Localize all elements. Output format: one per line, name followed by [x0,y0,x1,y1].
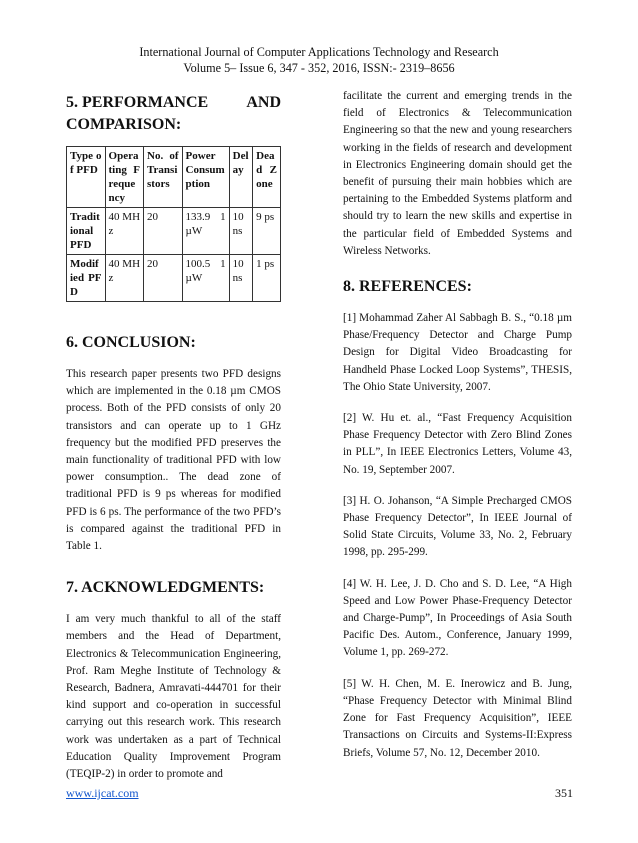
table-header-cell: Power Consumption [182,147,229,208]
table-row [67,208,281,255]
table-header-cell: Operating Frequency [105,147,144,208]
section-6-heading: 6. CONCLUSION: [66,334,196,351]
comparison-table [66,146,281,302]
left-column [66,92,281,783]
table-cell: 100.5 1 µW [182,255,229,302]
acknowledgments-paragraph: I am very much thankful to all of the staff members and the Head of Department, Electronics & Telecommunication Engineering, Prof. Ram Meghe Institute of Technology & Research, Badnera, Amravati-444701 for their kind support and co-operation in successful carrying out this research work. This research work was undertaken as a part of Technical Education Quality Improvement Program (TEQIP-2) in order to promote and [66,613,281,781]
table-cell: Traditional PFD [67,208,106,255]
table-cell: 9 ps [253,208,281,255]
right-column [343,88,572,762]
section-8-heading: 8. REFERENCES: [343,278,472,296]
table-header-row [67,147,281,208]
journal-volume: Volume 5– Issue 6, 347 - 352, 2016, ISSN:- 2319–8656 [183,61,455,75]
table-cell: 10 ns [229,208,253,255]
section-5-heading: 5. PERFORMANCE AND COMPARISON: [66,94,281,133]
table-header-cell: No. of Transistors [144,147,183,208]
acknowledgments-continuation: facilitate the current and emerging trends in the field of Electronics & Telecommunication Engineering so that the new and young researchers working in the fields of research and development in Electronics Engineering domain should get the benefit of pursuing their main hobbies which are pertaining to the Embedded Systems platform and should try to learn the new skills and expertise in the particular field of Embedded Systems and Wireless Networks. [343,90,572,257]
references-list [343,310,572,762]
table-cell: Modified PFD [67,255,106,302]
reference-item: [5] W. H. Chen, M. E. Inerowicz and B. Jung, “Phase Frequency Detector with Minimal Blind Zone for Fast Frequency Acquisition”, IEEE Transactions on Circuits and Systems-II:Express Briefs, Volume 57, No. 12, December 2010. [343,677,572,759]
reference-item: [4] W. H. Lee, J. D. Cho and S. D. Lee, “A High Speed and Low Power Phase-Frequency Detector and Charge-Pump”, In Proceedings of Asia South Pacific Des. Autom., Conference, January 1999, Volume 1, pp. 269-272. [343,577,572,659]
journal-header [0,44,638,76]
table-cell: 40 MHz [105,208,144,255]
table-cell: 20 [144,255,183,302]
table-cell: 10 ns [229,255,253,302]
journal-title: International Journal of Computer Applications Technology and Research [139,45,499,59]
conclusion-paragraph: This research paper presents two PFD designs which are implemented in the 0.18 µm CMOS process. Both of the PFD consists of only 20 transistors and can operate up to 1 GHz frequency but the modified PFD preserves the main functionality of traditional PFD with low power consumption.. The dead zone of traditional PFD is 9 ps whereas for modified PFD is 6 ps. The performance of the two PFD’s is compared against the traditional PFD in Table 1. [66,368,281,553]
table-cell: 1 ps [253,255,281,302]
table-header-cell: Dead Zone [253,147,281,208]
reference-item: [2] W. Hu et. al., “Fast Frequency Acquisition Phase Frequency Detector with Zero Blind Zones in PLL”, In IEEE Electronics Letters, Volume 43, No. 19, September 2007. [343,412,572,476]
table-cell: 20 [144,208,183,255]
table-row [67,255,281,302]
reference-item: [1] Mohammad Zaher Al Sabbagh B. S., “0.18 µm Phase/Frequency Detector and Charge Pump Design for Digital Video Broadcasting for Handheld Phase Locked Loop Systems”, THESIS, The Ohio State University, 2007. [343,312,572,393]
table-header-cell: Delay [229,147,253,208]
reference-item: [3] H. O. Johanson, “A Simple Precharged CMOS Phase Frequency Detector”, In IEEE Journal of Solid State Circuits, Volume 33, No. 2, February 1998, pp. 295-299. [343,494,572,559]
section-7-heading: 7. ACKNOWLEDGMENTS: [66,579,265,597]
table-cell: 40 MHz [105,255,144,302]
page-number: 351 [555,786,573,800]
journal-website-link[interactable]: www.ijcat.com [66,786,139,800]
table-cell: 133.9 1 µW [182,208,229,255]
table-header-cell: Type of PFD [67,147,106,208]
